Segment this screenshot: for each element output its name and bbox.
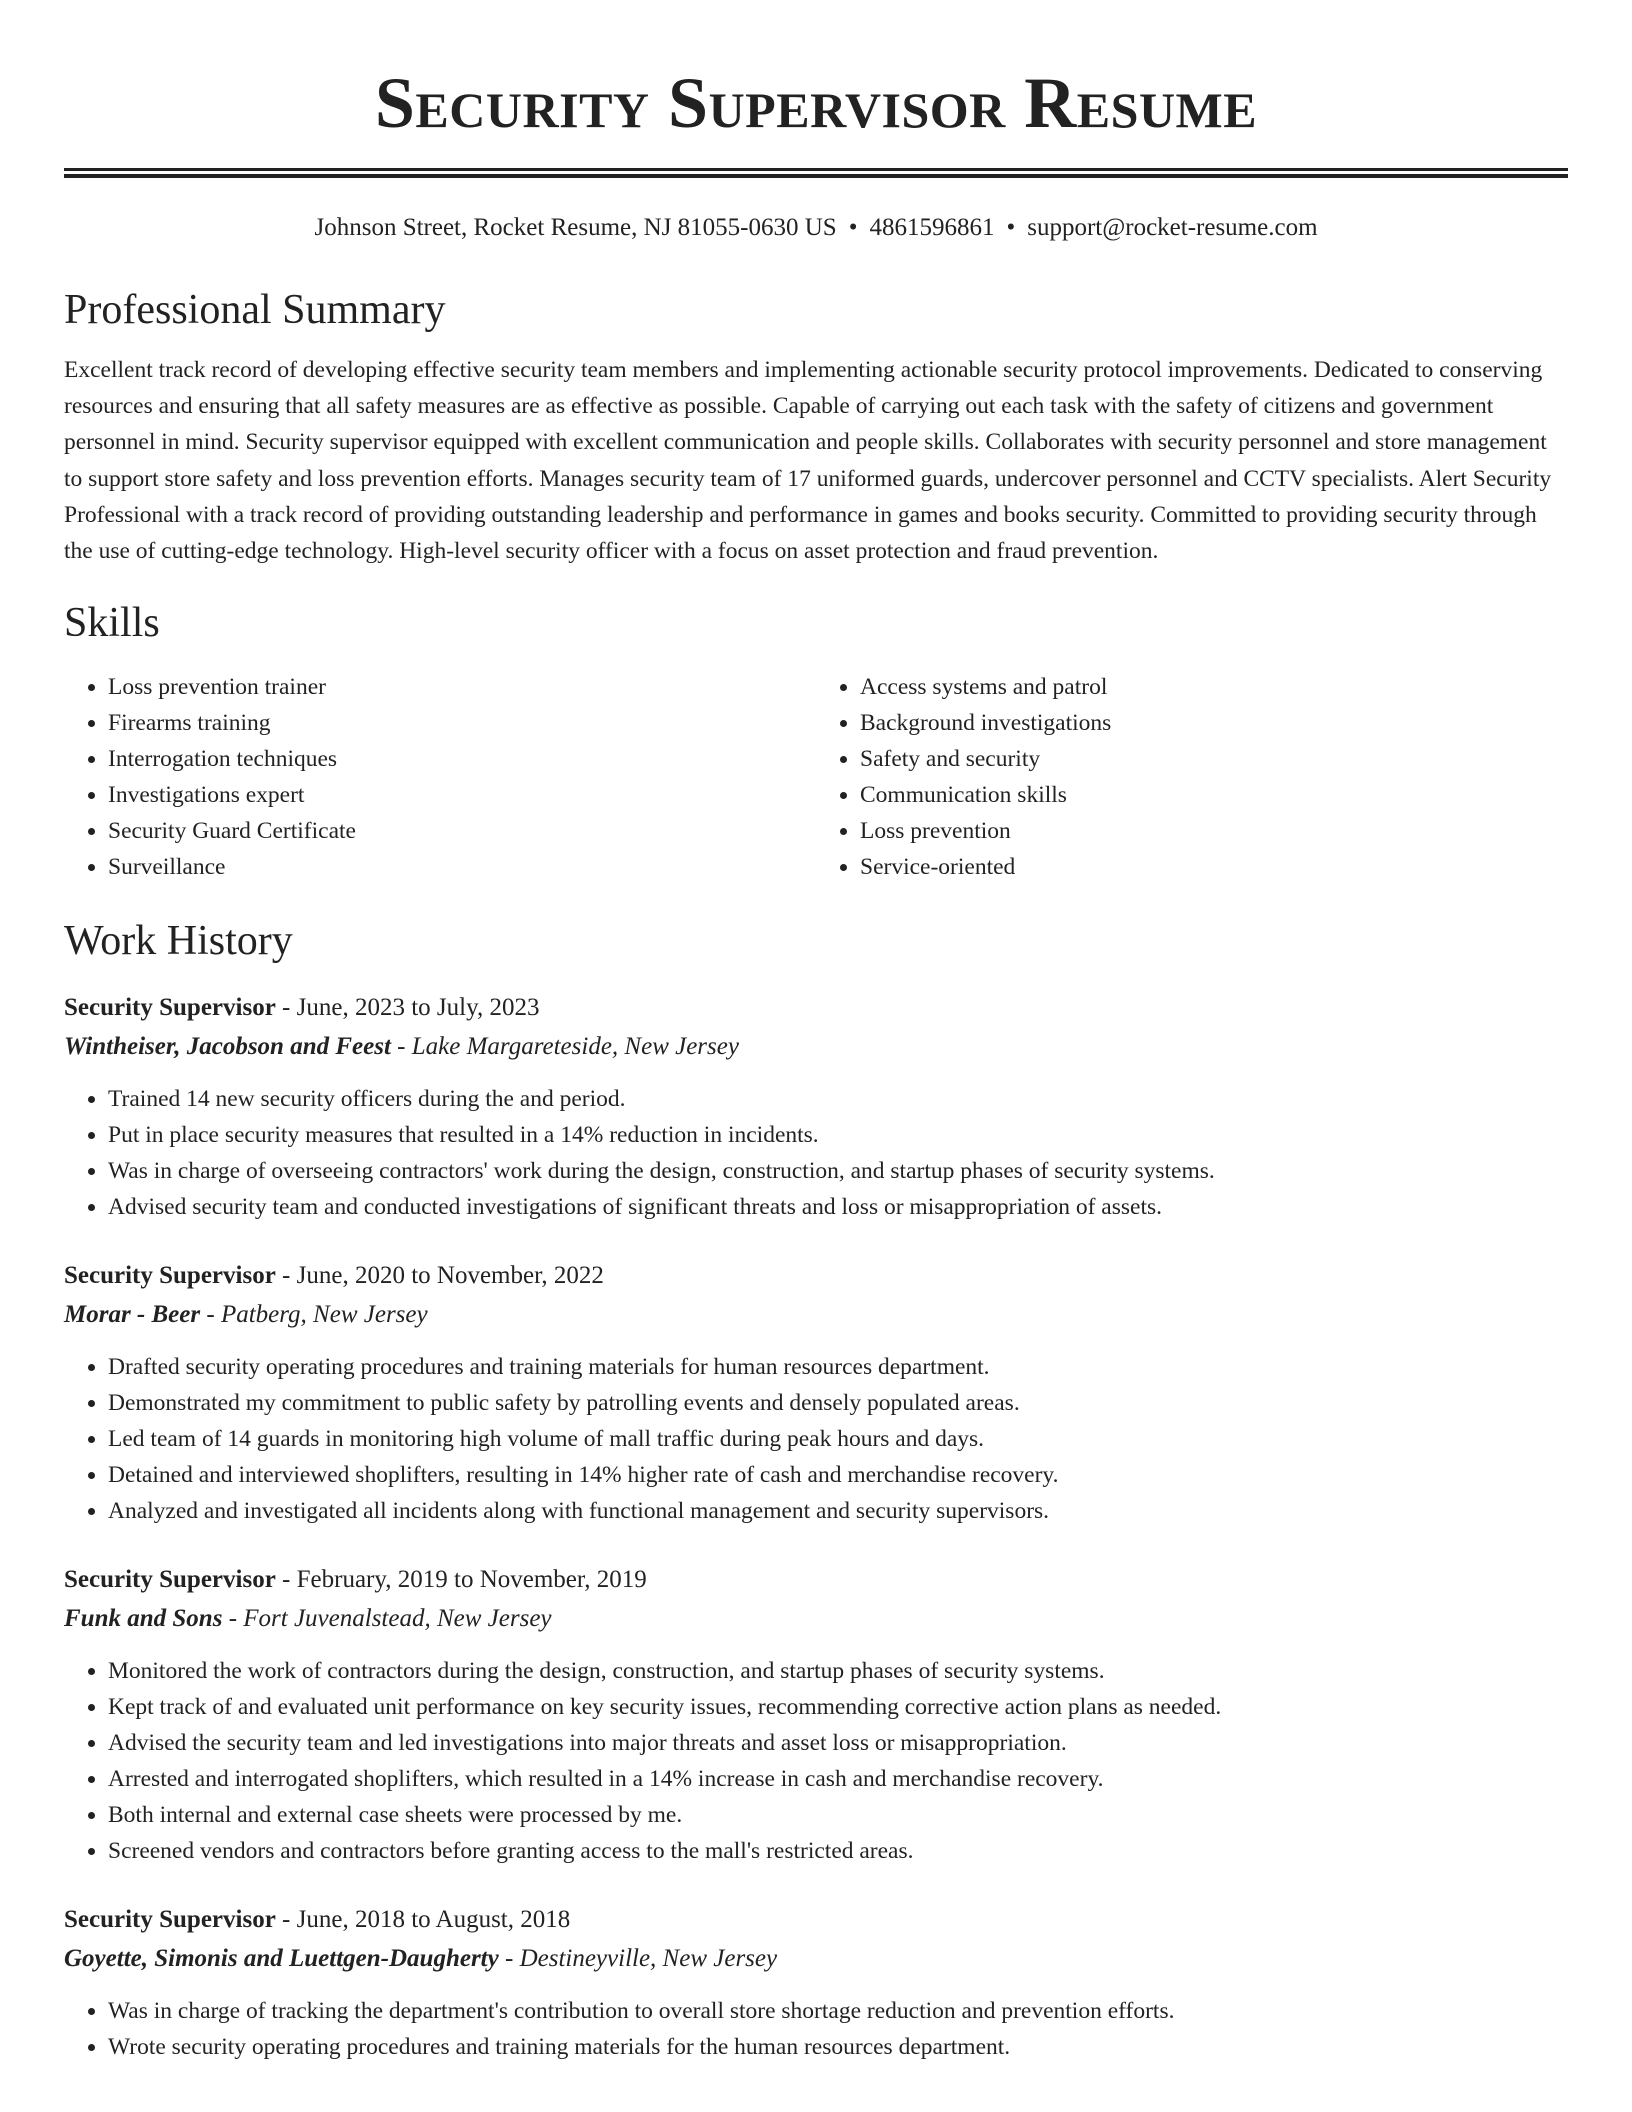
job-location: Patberg, New Jersey: [220, 1301, 428, 1329]
job-bullet: • Led team of 14 guards in monitoring high volume of mall traffic during peak hours and days.: [108, 1421, 1568, 1457]
title-divider: [64, 168, 1568, 178]
skills-heading: Skills: [64, 600, 160, 647]
job-bullet-list: [64, 1081, 1568, 1225]
job-location: Lake Margareteside, New Jersey: [411, 1033, 739, 1061]
job-bullet: • Demonstrated my commitment to public safety by patrolling events and densely populated areas.: [108, 1385, 1568, 1421]
job-title-line: [64, 1561, 1568, 1599]
job-bullet-list: [64, 1349, 1568, 1529]
job-entry: [64, 1257, 1568, 1529]
skills-column-right: [816, 669, 1568, 885]
job-bullet: • Screened vendors and contractors before granting access to the mall's restricted areas.: [108, 1833, 1568, 1869]
job-company-line: [64, 1939, 1568, 1979]
job-dates: June, 2020 to November, 2022: [296, 1262, 604, 1290]
job-company: Morar - Beer: [64, 1301, 201, 1329]
skill-item: • Communication skills: [860, 777, 1568, 813]
job-dash: -: [222, 1605, 244, 1633]
job-entry: [64, 1561, 1568, 1869]
summary-text: Excellent track record of developing effective security team members and implementing actionable security protocol improvements. Dedicated to conserving resources and ensuring that all safety measures are as effective as possible. Capable of carrying out each task with the safety of citizens and government personnel in mind. Security supervisor equipped with excellent communication and people skills. Collaborates with security personnel and store management to support store safety and loss prevention efforts. Manages security team of 17 uniformed guards, undercover personnel and CCTV specialists. Alert Security Professional with a track record of providing outstanding leadership and performance in games and books security. Committed to providing security through the use of cutting-edge technology. High-level security officer with a focus on asset protection and fraud prevention.: [64, 357, 1552, 565]
job-bullet: • Detained and interviewed shoplifters, resulting in 14% higher rate of cash and merchandise recovery.: [108, 1457, 1568, 1493]
job-dash: -: [390, 1033, 412, 1061]
job-bullet: • Advised the security team and led investigations into major threats and asset loss or misappropriation.: [108, 1725, 1568, 1761]
skill-item: • Investigations expert: [108, 777, 816, 813]
job-bullet: • Drafted security operating procedures and training materials for human resources department.: [108, 1349, 1568, 1385]
job-bullet-list: [64, 1653, 1568, 1869]
job-dates: June, 2018 to August, 2018: [296, 1906, 571, 1934]
job-company: Wintheiser, Jacobson and Feest: [64, 1033, 391, 1061]
job-title-line: [64, 1901, 1568, 1939]
skill-item: • Interrogation techniques: [108, 741, 816, 777]
resume-title: Security Supervisor Resume: [374, 63, 1258, 143]
job-bullet: • Advised security team and conducted investigations of significant threats and loss or misappropriation of assets.: [108, 1189, 1568, 1225]
skill-item: • Loss prevention trainer: [108, 669, 816, 705]
skill-item: • Surveillance: [108, 849, 816, 885]
job-company-line: [64, 1599, 1568, 1639]
job-entry: [64, 989, 1568, 1225]
skill-item: • Service-oriented: [860, 849, 1568, 885]
job-bullet: • Wrote security operating procedures and training materials for the human resources department.: [108, 2029, 1568, 2065]
job-title: Security Supervisor: [64, 1262, 276, 1290]
contact-separator: •: [1006, 214, 1016, 241]
job-bullet: • Put in place security measures that resulted in a 14% reduction in incidents.: [108, 1117, 1568, 1153]
skills-column-left: [64, 669, 816, 885]
work-history-heading: Work History: [64, 918, 293, 965]
job-bullet: • Analyzed and investigated all incidents along with functional management and security supervisors.: [108, 1493, 1568, 1529]
job-title: Security Supervisor: [64, 1906, 276, 1934]
job-title: Security Supervisor: [64, 994, 276, 1022]
job-location: Destineyville, New Jersey: [519, 1945, 778, 1973]
skill-item: • Background investigations: [860, 705, 1568, 741]
skill-item: • Security Guard Certificate: [108, 813, 816, 849]
job-dates: February, 2019 to November, 2019: [296, 1566, 647, 1594]
job-bullet: • Kept track of and evaluated unit performance on key security issues, recommending corrective action plans as needed.: [108, 1689, 1568, 1725]
job-company-line: [64, 1295, 1568, 1335]
job-dash: -: [275, 994, 297, 1022]
skill-item: • Safety and security: [860, 741, 1568, 777]
contact-line: [64, 212, 1568, 244]
job-company: Goyette, Simonis and Luettgen-Daugherty: [64, 1945, 499, 1973]
job-company-line: [64, 1027, 1568, 1067]
job-bullet: • Arrested and interrogated shoplifters, which resulted in a 14% increase in cash and merchandise recovery.: [108, 1761, 1568, 1797]
job-bullet-list: [64, 1993, 1568, 2065]
job-bullet: • Was in charge of tracking the department's contribution to overall store shortage reduction and prevention efforts.: [108, 1993, 1568, 2029]
job-company: Funk and Sons: [64, 1605, 223, 1633]
job-dash: -: [498, 1945, 520, 1973]
job-title-line: [64, 989, 1568, 1027]
job-title: Security Supervisor: [64, 1566, 276, 1594]
skill-item: • Loss prevention: [860, 813, 1568, 849]
job-bullet: • Was in charge of overseeing contractors' work during the design, construction, and startup phases of security systems.: [108, 1153, 1568, 1189]
job-bullet: • Both internal and external case sheets were processed by me.: [108, 1797, 1568, 1833]
job-dash: -: [275, 1566, 297, 1594]
contact-separator: •: [848, 214, 858, 241]
job-dash: -: [275, 1906, 297, 1934]
job-title-line: [64, 1257, 1568, 1295]
job-dash: -: [200, 1301, 221, 1329]
job-bullet: • Monitored the work of contractors during the design, construction, and startup phases of security systems.: [108, 1653, 1568, 1689]
skill-item: • Firearms training: [108, 705, 816, 741]
job-location: Fort Juvenalstead, New Jersey: [243, 1605, 552, 1633]
job-dash: -: [275, 1262, 297, 1290]
contact-phone: 4861596861: [869, 214, 995, 241]
contact-email: support@rocket-resume.com: [1027, 214, 1318, 241]
contact-address: Johnson Street, Rocket Resume, NJ 81055-0630 US: [314, 214, 837, 241]
job-bullet: • Trained 14 new security officers during the and period.: [108, 1081, 1568, 1117]
job-entry: [64, 1901, 1568, 2065]
job-dates: June, 2023 to July, 2023: [296, 994, 540, 1022]
summary-heading: Professional Summary: [64, 287, 446, 333]
skills-list: [64, 669, 1568, 885]
skill-item: • Access systems and patrol: [860, 669, 1568, 705]
